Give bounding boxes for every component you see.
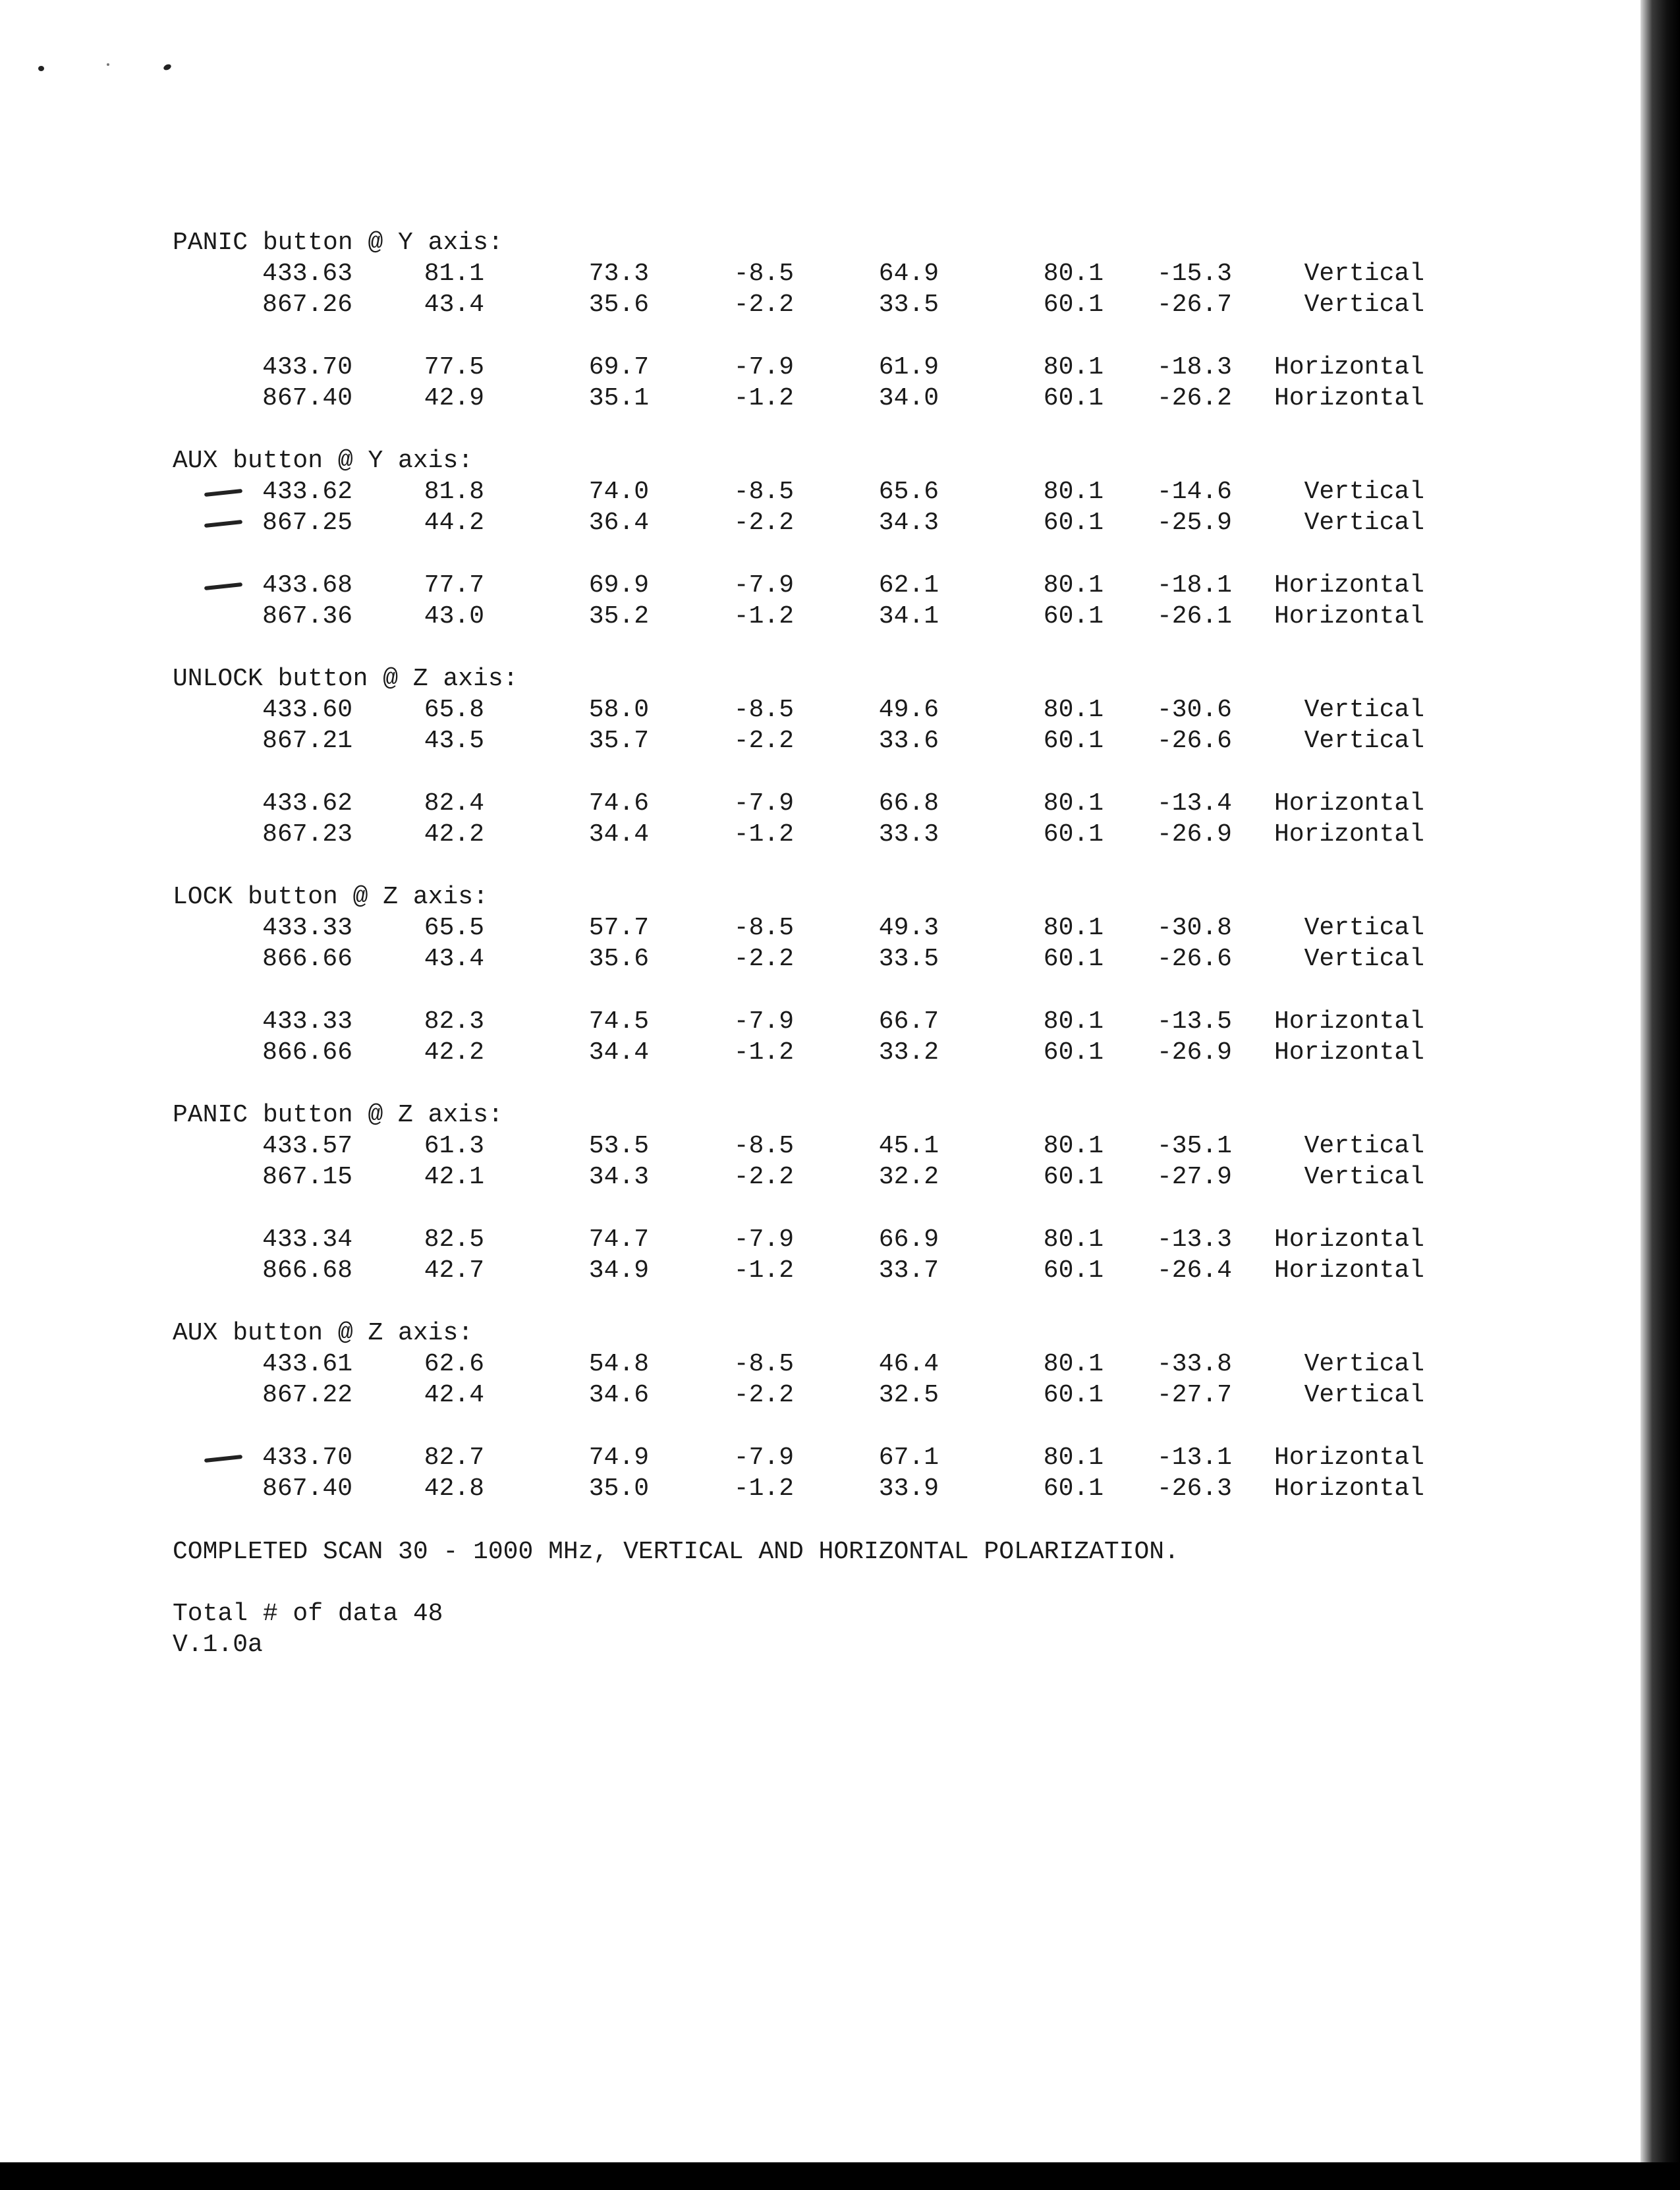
row-cell: 44.2	[424, 509, 484, 537]
row-cell: 866.66	[262, 945, 352, 973]
row-cell: 45.1	[878, 1132, 939, 1160]
row-cell: 32.5	[878, 1381, 939, 1409]
row-cell: -8.5	[733, 478, 794, 506]
row-cell: 34.9	[588, 1256, 649, 1285]
row-cell: -1.2	[733, 1256, 794, 1285]
row-cell: 69.7	[588, 353, 649, 381]
row-cell: -33.8	[1156, 1350, 1232, 1378]
row-cell: 867.25	[262, 509, 352, 537]
row-cell: 43.0	[424, 602, 484, 631]
row-cell: 433.57	[262, 1132, 352, 1160]
row-cell: 34.1	[878, 602, 939, 631]
row-cell: 66.9	[878, 1225, 939, 1254]
row-cell: -26.1	[1156, 602, 1232, 631]
row-cell: -27.7	[1156, 1381, 1232, 1409]
row-cell: 33.5	[878, 945, 939, 973]
row-cell: 60.1	[1043, 945, 1104, 973]
row-cell: -8.5	[733, 260, 794, 288]
row-cell: 433.61	[262, 1350, 352, 1378]
section-title: AUX button @ Z axis:	[173, 1319, 474, 1347]
row-cell: 35.1	[588, 384, 649, 412]
row-cell: 34.4	[588, 820, 649, 849]
row-cell: 42.2	[424, 820, 484, 849]
row-cell: 49.6	[878, 696, 939, 724]
scan-specks	[37, 61, 182, 80]
row-cell: -1.2	[733, 384, 794, 412]
row-cell: 80.1	[1043, 1225, 1104, 1254]
row-cell: 433.60	[262, 696, 352, 724]
data-row	[0, 912, 1515, 943]
row-cell: 80.1	[1043, 914, 1104, 942]
row-cell: 34.0	[878, 384, 939, 412]
row-cell: 60.1	[1043, 1381, 1104, 1409]
row-cell: 53.5	[588, 1132, 649, 1160]
row-cell: 866.68	[262, 1256, 352, 1285]
row-cell: 57.7	[588, 914, 649, 942]
row-cell: Vertical	[1304, 1163, 1424, 1191]
row-cell: 82.7	[424, 1444, 484, 1472]
row-cell: -14.6	[1156, 478, 1232, 506]
data-row	[0, 788, 1515, 819]
row-cell: 34.4	[588, 1038, 649, 1067]
row-cell: 33.2	[878, 1038, 939, 1067]
row-cell: 867.40	[262, 1474, 352, 1503]
data-row	[0, 1006, 1515, 1037]
row-cell: 60.1	[1043, 1474, 1104, 1503]
row-cell: -7.9	[733, 353, 794, 381]
row-cell: 82.4	[424, 789, 484, 818]
data-row	[0, 1224, 1515, 1255]
row-cell: 35.6	[588, 945, 649, 973]
row-cell: 60.1	[1043, 1038, 1104, 1067]
row-cell: 32.2	[878, 1163, 939, 1191]
version-label: V.1.0a	[173, 1631, 263, 1659]
row-cell: Vertical	[1304, 291, 1424, 319]
row-cell: Vertical	[1304, 727, 1424, 755]
row-cell: -26.6	[1156, 945, 1232, 973]
row-cell: 77.5	[424, 353, 484, 381]
row-cell: 66.8	[878, 789, 939, 818]
row-cell: Vertical	[1304, 1381, 1424, 1409]
row-cell: 42.2	[424, 1038, 484, 1067]
data-row	[0, 289, 1515, 320]
row-cell: 80.1	[1043, 478, 1104, 506]
row-cell: Vertical	[1304, 1132, 1424, 1160]
row-cell: 74.6	[588, 789, 649, 818]
row-cell: -26.7	[1156, 291, 1232, 319]
row-cell: -7.9	[733, 789, 794, 818]
data-row	[0, 1162, 1515, 1193]
row-cell: 43.4	[424, 945, 484, 973]
row-cell: 74.9	[588, 1444, 649, 1472]
row-cell: 867.26	[262, 291, 352, 319]
row-cell: 433.33	[262, 1007, 352, 1036]
row-cell: -15.3	[1156, 260, 1232, 288]
row-cell: 69.9	[588, 571, 649, 600]
row-cell: 80.1	[1043, 1132, 1104, 1160]
row-cell: 65.6	[878, 478, 939, 506]
data-row	[0, 383, 1515, 414]
row-cell: 35.6	[588, 291, 649, 319]
row-cell: Vertical	[1304, 509, 1424, 537]
section-title: PANIC button @ Z axis:	[173, 1101, 503, 1129]
row-cell: 65.5	[424, 914, 484, 942]
section-title: UNLOCK button @ Z axis:	[173, 665, 518, 693]
row-cell: Vertical	[1304, 914, 1424, 942]
row-cell: -2.2	[733, 727, 794, 755]
row-cell: Horizontal	[1274, 789, 1424, 818]
row-cell: 80.1	[1043, 260, 1104, 288]
row-cell: 867.36	[262, 602, 352, 631]
row-cell: Horizontal	[1274, 602, 1424, 631]
row-cell: -18.1	[1156, 571, 1232, 600]
row-cell: 35.0	[588, 1474, 649, 1503]
scan-bottom-edge	[0, 2162, 1680, 2190]
row-cell: -7.9	[733, 571, 794, 600]
row-cell: -8.5	[733, 696, 794, 724]
row-cell: Vertical	[1304, 945, 1424, 973]
row-cell: -26.2	[1156, 384, 1232, 412]
row-cell: 60.1	[1043, 727, 1104, 755]
row-cell: 80.1	[1043, 789, 1104, 818]
row-cell: 49.3	[878, 914, 939, 942]
row-cell: -26.9	[1156, 1038, 1232, 1067]
row-cell: 60.1	[1043, 509, 1104, 537]
row-cell: 34.3	[588, 1163, 649, 1191]
row-cell: 81.1	[424, 260, 484, 288]
row-cell: -13.5	[1156, 1007, 1232, 1036]
data-row	[0, 1473, 1515, 1504]
row-cell: 80.1	[1043, 696, 1104, 724]
row-cell: 64.9	[878, 260, 939, 288]
row-cell: 867.21	[262, 727, 352, 755]
row-cell: 43.5	[424, 727, 484, 755]
row-cell: -18.3	[1156, 353, 1232, 381]
row-cell: 433.70	[262, 1444, 352, 1472]
row-cell: Horizontal	[1274, 1225, 1424, 1254]
row-cell: -26.6	[1156, 727, 1232, 755]
row-cell: 433.34	[262, 1225, 352, 1254]
row-cell: Horizontal	[1274, 1256, 1424, 1285]
data-row	[0, 1380, 1515, 1411]
row-cell: -2.2	[733, 1381, 794, 1409]
row-cell: 80.1	[1043, 1007, 1104, 1036]
data-row	[0, 819, 1515, 850]
row-cell: -8.5	[733, 1132, 794, 1160]
row-cell: 60.1	[1043, 291, 1104, 319]
row-cell: -13.4	[1156, 789, 1232, 818]
row-cell: -2.2	[733, 291, 794, 319]
row-cell: 73.3	[588, 260, 649, 288]
row-cell: 42.4	[424, 1381, 484, 1409]
row-cell: -1.2	[733, 602, 794, 631]
row-cell: 42.1	[424, 1163, 484, 1191]
row-cell: -27.9	[1156, 1163, 1232, 1191]
row-cell: 36.4	[588, 509, 649, 537]
row-cell: 35.2	[588, 602, 649, 631]
row-cell: Vertical	[1304, 478, 1424, 506]
row-cell: Vertical	[1304, 260, 1424, 288]
scan-right-edge	[1640, 0, 1680, 2190]
row-cell: -1.2	[733, 1038, 794, 1067]
data-row	[0, 601, 1515, 632]
section-title: PANIC button @ Y axis:	[173, 229, 503, 257]
row-cell: Horizontal	[1274, 353, 1424, 381]
row-cell: -7.9	[733, 1444, 794, 1472]
row-cell: 58.0	[588, 696, 649, 724]
data-row	[0, 1255, 1515, 1286]
data-row	[0, 1131, 1515, 1162]
row-cell: 33.6	[878, 727, 939, 755]
row-cell: -7.9	[733, 1225, 794, 1254]
row-cell: 33.7	[878, 1256, 939, 1285]
row-cell: 74.5	[588, 1007, 649, 1036]
data-row	[0, 694, 1515, 725]
row-cell: 42.8	[424, 1474, 484, 1503]
row-cell: 35.7	[588, 727, 649, 755]
row-cell: 867.22	[262, 1381, 352, 1409]
row-cell: 42.7	[424, 1256, 484, 1285]
row-cell: 433.62	[262, 478, 352, 506]
row-cell: -13.3	[1156, 1225, 1232, 1254]
total-data-count: Total # of data 48	[173, 1600, 443, 1628]
row-cell: Horizontal	[1274, 1038, 1424, 1067]
row-cell: 60.1	[1043, 1256, 1104, 1285]
row-cell: 74.7	[588, 1225, 649, 1254]
row-cell: 867.23	[262, 820, 352, 849]
row-cell: 867.40	[262, 384, 352, 412]
row-cell: Horizontal	[1274, 1007, 1424, 1036]
row-cell: 62.6	[424, 1350, 484, 1378]
row-cell: 60.1	[1043, 602, 1104, 631]
data-row	[0, 1442, 1515, 1473]
row-cell: Vertical	[1304, 696, 1424, 724]
row-cell: 66.7	[878, 1007, 939, 1036]
row-cell: 82.3	[424, 1007, 484, 1036]
row-cell: 34.3	[878, 509, 939, 537]
row-cell: Horizontal	[1274, 1474, 1424, 1503]
row-cell: -1.2	[733, 820, 794, 849]
row-cell: 867.15	[262, 1163, 352, 1191]
row-cell: 60.1	[1043, 820, 1104, 849]
data-row	[0, 507, 1515, 538]
row-cell: -2.2	[733, 945, 794, 973]
row-cell: 62.1	[878, 571, 939, 600]
row-cell: Horizontal	[1274, 820, 1424, 849]
row-cell: -13.1	[1156, 1444, 1232, 1472]
row-cell: 61.3	[424, 1132, 484, 1160]
row-cell: 34.6	[588, 1381, 649, 1409]
row-cell: 74.0	[588, 478, 649, 506]
row-cell: -25.9	[1156, 509, 1232, 537]
row-cell: 46.4	[878, 1350, 939, 1378]
row-cell: 81.8	[424, 478, 484, 506]
row-cell: 433.62	[262, 789, 352, 818]
row-cell: 82.5	[424, 1225, 484, 1254]
data-row	[0, 1349, 1515, 1380]
row-cell: 80.1	[1043, 1350, 1104, 1378]
data-row	[0, 725, 1515, 756]
row-cell: 42.9	[424, 384, 484, 412]
row-cell: Horizontal	[1274, 384, 1424, 412]
row-cell: -7.9	[733, 1007, 794, 1036]
row-cell: -35.1	[1156, 1132, 1232, 1160]
row-cell: 433.68	[262, 571, 352, 600]
row-cell: 33.5	[878, 291, 939, 319]
data-row	[0, 352, 1515, 383]
row-cell: -26.9	[1156, 820, 1232, 849]
row-cell: -26.4	[1156, 1256, 1232, 1285]
row-cell: 67.1	[878, 1444, 939, 1472]
row-cell: 77.7	[424, 571, 484, 600]
data-row	[0, 476, 1515, 507]
row-cell: 866.66	[262, 1038, 352, 1067]
row-cell: 61.9	[878, 353, 939, 381]
row-cell: 80.1	[1043, 353, 1104, 381]
row-cell: 33.3	[878, 820, 939, 849]
row-cell: -8.5	[733, 1350, 794, 1378]
data-row	[0, 1037, 1515, 1068]
row-cell: -2.2	[733, 1163, 794, 1191]
section-title: AUX button @ Y axis:	[173, 447, 474, 475]
row-cell: 433.70	[262, 353, 352, 381]
row-cell: 60.1	[1043, 1163, 1104, 1191]
row-cell: -26.3	[1156, 1474, 1232, 1503]
row-cell: 54.8	[588, 1350, 649, 1378]
completed-scan-note: COMPLETED SCAN 30 - 1000 MHz, VERTICAL AND HORIZONTAL POLARIZATION.	[173, 1538, 1179, 1566]
row-cell: Vertical	[1304, 1350, 1424, 1378]
section-title: LOCK button @ Z axis:	[173, 883, 488, 911]
data-row	[0, 258, 1515, 289]
row-cell: -30.8	[1156, 914, 1232, 942]
row-cell: 433.63	[262, 260, 352, 288]
data-row	[0, 570, 1515, 601]
row-cell: 60.1	[1043, 384, 1104, 412]
row-cell: 433.33	[262, 914, 352, 942]
row-cell: 33.9	[878, 1474, 939, 1503]
row-cell: 43.4	[424, 291, 484, 319]
row-cell: 65.8	[424, 696, 484, 724]
row-cell: -2.2	[733, 509, 794, 537]
row-cell: Horizontal	[1274, 571, 1424, 600]
row-cell: 80.1	[1043, 571, 1104, 600]
row-cell: Horizontal	[1274, 1444, 1424, 1472]
row-cell: -8.5	[733, 914, 794, 942]
row-cell: -1.2	[733, 1474, 794, 1503]
row-cell: 80.1	[1043, 1444, 1104, 1472]
data-row	[0, 943, 1515, 974]
row-cell: -30.6	[1156, 696, 1232, 724]
